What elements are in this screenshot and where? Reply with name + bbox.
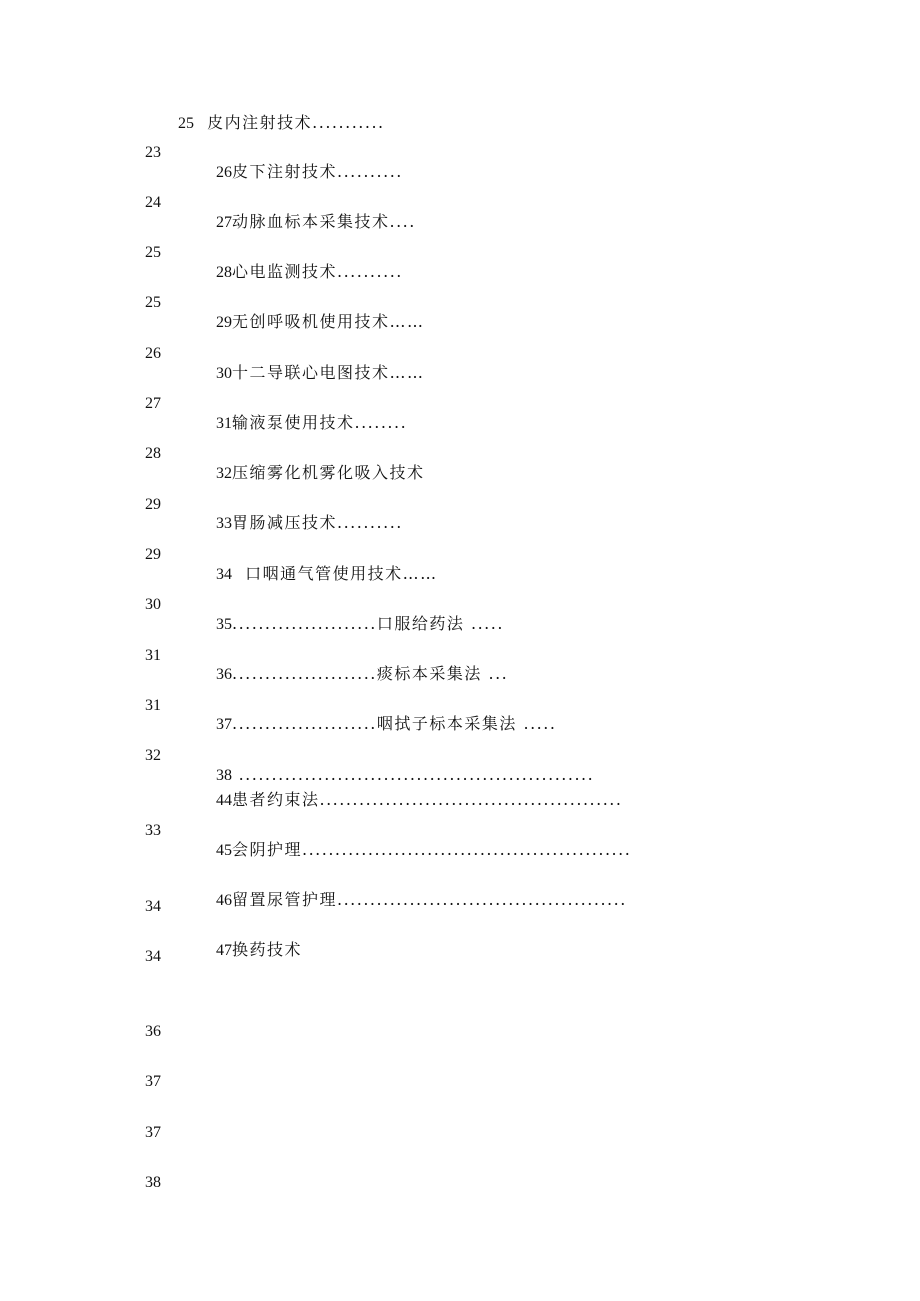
toc-entry-31[interactable] (216, 413, 407, 434)
entry-number: 36 (216, 666, 232, 683)
toc-entry-33[interactable] (216, 513, 403, 534)
page-number: 25 (145, 244, 161, 261)
entry-title: ......................痰标本采集法 ... (232, 664, 509, 683)
page-number: 29 (145, 496, 161, 513)
entry-title: 换药技术 (232, 940, 303, 959)
entry-title: 输液泵使用技术........ (232, 413, 408, 432)
page-number: 26 (145, 345, 161, 362)
entry-title: ......................咽拭子标本采集法 ..... (232, 714, 557, 733)
toc-entry-35[interactable] (216, 614, 504, 635)
toc-entry-30[interactable] (216, 363, 425, 384)
page-number: 29 (145, 546, 161, 563)
entry-number: 44 (216, 792, 232, 809)
entry-number: 26 (216, 164, 232, 181)
entry-number: 28 (216, 264, 232, 281)
toc-entry-34[interactable] (216, 564, 438, 585)
entry-title: 心电监测技术.......... (232, 262, 403, 281)
toc-entry-37[interactable] (216, 714, 556, 735)
entry-title: 会阴护理.................................................. (232, 840, 632, 859)
entry-number: 45 (216, 842, 232, 859)
entry-title: ...................................................... (232, 765, 595, 784)
entry-number: 33 (216, 515, 232, 532)
entry-title: 皮内注射技术........... (194, 113, 385, 132)
page-number: 27 (145, 395, 161, 412)
entry-number: 25 (178, 115, 194, 132)
entry-title: ......................口服给药法 ..... (232, 614, 504, 633)
toc-entry-45[interactable] (216, 840, 631, 861)
entry-title: 无创呼吸机使用技术…… (232, 312, 425, 331)
page-number: 37 (145, 1124, 161, 1141)
entry-title: 十二导联心电图技术…… (232, 363, 425, 382)
toc-entry-26[interactable] (216, 162, 403, 183)
toc-entry-29[interactable] (216, 312, 425, 333)
toc-entry-38[interactable] (216, 765, 594, 786)
entry-title: 胃肠减压技术.......... (232, 513, 403, 532)
toc-entry-36[interactable] (216, 664, 508, 685)
page-number: 36 (145, 1023, 161, 1040)
page-number: 24 (145, 194, 161, 211)
entry-title: 压缩雾化机雾化吸入技术 (232, 463, 425, 482)
page-number: 31 (145, 697, 161, 714)
toc-entry-25[interactable] (178, 113, 385, 134)
page-number: 38 (145, 1174, 161, 1191)
entry-number: 46 (216, 892, 232, 909)
entry-number: 32 (216, 465, 232, 482)
page-number: 23 (145, 144, 161, 161)
entry-title: 动脉血标本采集技术.... (232, 212, 416, 231)
entry-number: 30 (216, 365, 232, 382)
entry-number: 38 (216, 767, 232, 784)
entry-title: 皮下注射技术.......... (232, 162, 403, 181)
entry-title: 留置尿管护理............................................ (232, 890, 627, 909)
page-number: 31 (145, 647, 161, 664)
page-number: 30 (145, 596, 161, 613)
page-number: 34 (145, 948, 161, 965)
entry-number: 47 (216, 942, 232, 959)
entry-number: 34 (216, 566, 232, 583)
page-number: 37 (145, 1073, 161, 1090)
entry-number: 29 (216, 314, 232, 331)
toc-entry-44[interactable] (216, 790, 622, 811)
page-number: 32 (145, 747, 161, 764)
page-number: 34 (145, 898, 161, 915)
toc-entry-28[interactable] (216, 262, 403, 283)
toc-entry-32[interactable] (216, 463, 425, 484)
page-number: 28 (145, 445, 161, 462)
toc-entry-47[interactable] (216, 940, 302, 961)
entry-number: 37 (216, 716, 232, 733)
toc-entry-27[interactable] (216, 212, 416, 233)
entry-title: 口咽通气管使用技术…… (232, 564, 438, 583)
entry-number: 27 (216, 214, 232, 231)
entry-number: 35 (216, 616, 232, 633)
entry-title: 患者约束法.............................................. (232, 790, 623, 809)
entry-number: 31 (216, 415, 232, 432)
page-number: 25 (145, 294, 161, 311)
page-number: 33 (145, 822, 161, 839)
toc-entry-46[interactable] (216, 890, 627, 911)
